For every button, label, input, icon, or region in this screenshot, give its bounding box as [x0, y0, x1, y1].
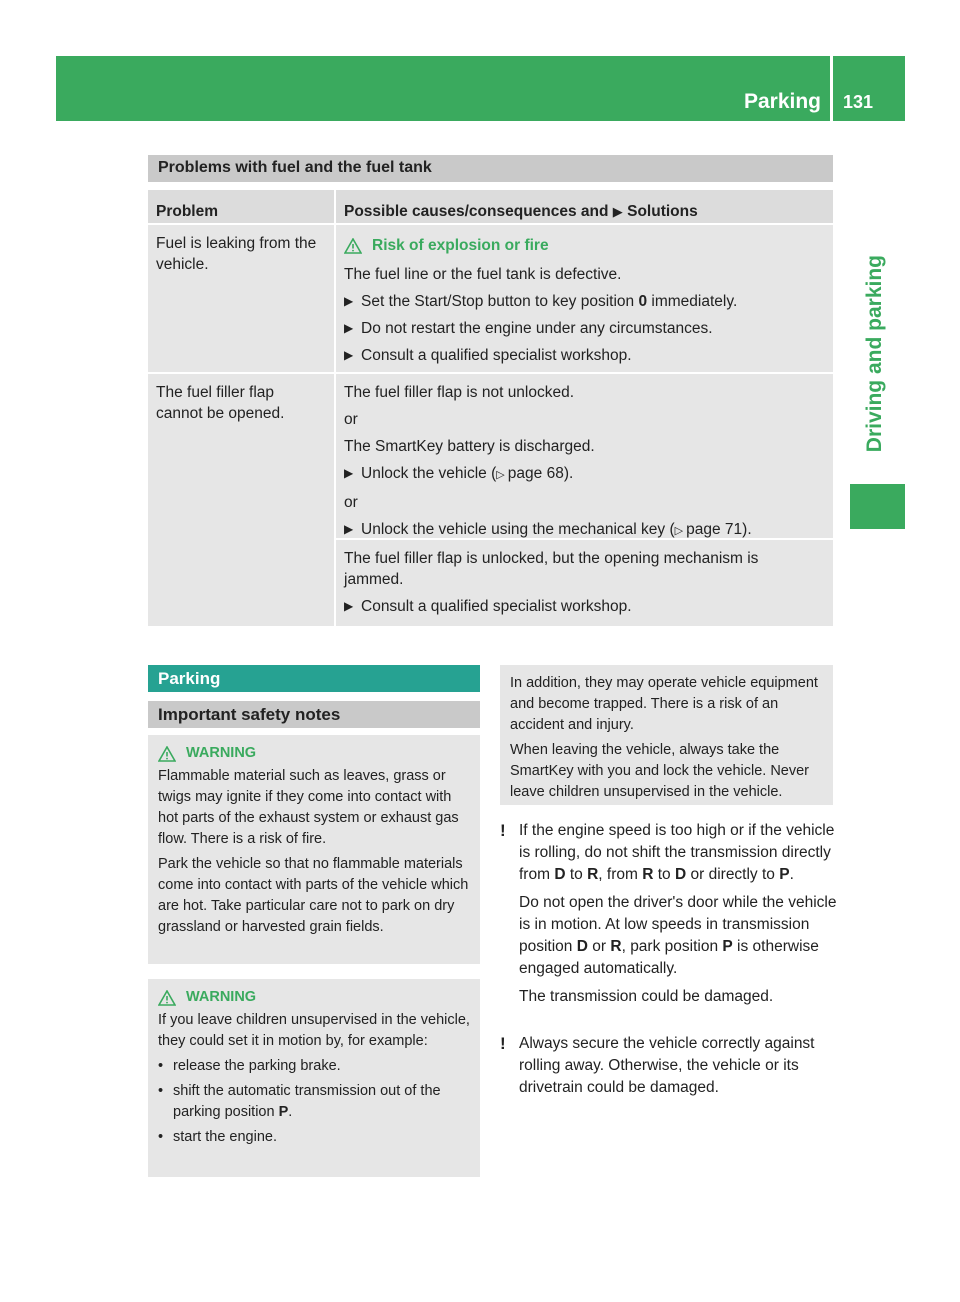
- step-arrow-icon: ▶: [344, 294, 354, 308]
- step-text: Consult a qualified specialist workshop.: [361, 347, 632, 364]
- warning-triangle-icon: [158, 746, 176, 762]
- column-header-problem-label: Problem: [156, 203, 219, 220]
- side-tab: [855, 255, 895, 475]
- bullet-item: [158, 1056, 470, 1077]
- step-text: Consult a qualified specialist workshop.: [361, 598, 632, 615]
- bullet-item: [158, 1127, 470, 1148]
- cause-text: The SmartKey battery is discharged.: [344, 438, 595, 455]
- problem-cell-filler-flap: [148, 374, 334, 626]
- note-row: [500, 1033, 840, 1105]
- instruction-step: [344, 345, 825, 366]
- note-paragraph: Do not open the driver's door while the vehicle is in motion. At low speeds in transmission position D or R, park position P is otherwise engaged automatically.: [519, 894, 837, 977]
- instruction-step: [344, 596, 825, 617]
- column-header-problem: [148, 190, 334, 223]
- solution-cell-fuel-leak: [336, 225, 833, 372]
- note-paragraph: If the engine speed is too high or if the vehicle is rolling, do not shift the transmission directly from D to R, from R to D or directly to P.: [519, 822, 835, 883]
- note-row: [500, 820, 840, 1014]
- bullet-text: release the parking brake.: [173, 1058, 341, 1074]
- bullet-icon: •: [158, 1083, 164, 1099]
- problem-text: The fuel filler flap cannot be opened.: [156, 384, 285, 422]
- step-text: Unlock the vehicle using the mechanical key (: [361, 521, 675, 538]
- cause-text: The fuel line or the fuel tank is defective.: [344, 266, 622, 283]
- warning-heading: [158, 987, 470, 1008]
- cause-text: The fuel filler flap is not unlocked.: [344, 384, 575, 401]
- side-tab-label: Driving and parking: [863, 255, 886, 453]
- table-title: Problems with fuel and the fuel tank: [148, 155, 833, 182]
- instruction-step: [344, 519, 825, 542]
- warning-text: In addition, they may operate vehicle equipment and become trapped. There is a risk of an accident and injury.: [510, 675, 818, 733]
- warning-heading-text: Risk of explosion or fire: [372, 237, 549, 254]
- problem-text: Fuel is leaking from the vehicle.: [156, 235, 317, 273]
- or-text: or: [344, 411, 358, 428]
- warning-triangle-icon: [344, 238, 362, 254]
- warning-text: Flammable material such as leaves, grass or twigs may ignite if they come into contact with hot parts of the exhaust system or exhaust gas flow. There is a risk of fire.: [158, 768, 459, 847]
- warning-text: Park the vehicle so that no flammable materials come into contact with parts of the vehicle which are hot. Take particular care not to park on dry grassland or harvested grain fields.: [158, 856, 469, 935]
- column-header-causes-label: Possible causes/consequences and: [344, 203, 609, 220]
- or-text: or: [344, 494, 358, 511]
- column-header-solutions-label: Solutions: [627, 203, 698, 220]
- step-text: Set the Start/Stop button to key position: [361, 293, 635, 310]
- instruction-step: [344, 318, 825, 339]
- step-text: ).: [742, 521, 752, 538]
- step-text: Unlock the vehicle (: [361, 465, 497, 482]
- step-arrow-icon: ▶: [344, 348, 354, 362]
- note-secure-vehicle: [500, 1033, 840, 1105]
- exclamation-icon: !: [500, 1034, 506, 1053]
- side-tab-marker: [850, 484, 905, 529]
- play-arrow-icon: ▶: [612, 204, 623, 219]
- bullet-item: • shift the automatic transmission out of the parking position P.: [158, 1081, 470, 1123]
- warning-heading: [158, 743, 470, 764]
- page-reference-link[interactable]: page 68: [507, 465, 564, 482]
- key-position: 0: [638, 293, 648, 310]
- header-divider: [830, 56, 833, 121]
- step-text: immediately.: [651, 293, 738, 310]
- warning-label: WARNING: [186, 989, 257, 1005]
- bullet-icon: •: [158, 1129, 164, 1145]
- note-transmission: [500, 820, 840, 1014]
- step-arrow-icon: ▶: [344, 466, 354, 480]
- note-paragraph: Always secure the vehicle correctly against rolling away. Otherwise, the vehicle or its drivetrain could be damaged.: [519, 1035, 815, 1096]
- warning-text: If you leave children unsupervised in the vehicle, they could set it in motion by, for example:: [158, 1012, 470, 1049]
- instruction-step: [344, 291, 825, 312]
- exclamation-icon: !: [500, 821, 506, 840]
- solution-cell-flap-jammed: [336, 540, 833, 626]
- bullet-icon: •: [158, 1058, 164, 1074]
- column-header-solutions: [336, 190, 833, 223]
- page-ref-icon: ▷: [674, 525, 687, 537]
- section-heading-parking: Parking: [148, 665, 480, 692]
- step-arrow-icon: ▶: [344, 522, 354, 536]
- gear-position: P: [278, 1104, 289, 1120]
- note-paragraph: The transmission could be damaged.: [519, 988, 774, 1005]
- solution-cell-flap-not-unlocked: [336, 374, 833, 538]
- page-number: 131: [843, 92, 874, 112]
- subsection-heading-safety-notes: Important safety notes: [148, 701, 480, 728]
- step-arrow-icon: ▶: [344, 321, 354, 335]
- warning-triangle-icon: [158, 990, 176, 1006]
- warning-box-flammable: [148, 735, 480, 964]
- cause-text: The fuel filler flap is unlocked, but the opening mechanism is jammed.: [344, 550, 759, 588]
- step-text: Do not restart the engine under any circumstances.: [361, 320, 713, 337]
- warning-text: When leaving the vehicle, always take the SmartKey with you and lock the vehicle. Never leave children unsupervised in the vehicle.: [510, 742, 809, 800]
- instruction-step: [344, 463, 825, 486]
- note-body: [519, 820, 840, 1014]
- step-arrow-icon: ▶: [344, 599, 354, 613]
- warning-box-continued: [500, 665, 833, 805]
- warning-box-children: [148, 979, 480, 1177]
- warning-label: WARNING: [186, 745, 257, 761]
- step-text: ).: [563, 465, 574, 482]
- page-reference-link[interactable]: page 71: [686, 521, 743, 538]
- bullet-text: start the engine.: [173, 1129, 277, 1145]
- page-ref-icon: ▷: [496, 469, 508, 481]
- warning-heading: [344, 235, 825, 256]
- header-bar: [56, 56, 905, 121]
- header-section-title: Parking: [743, 90, 821, 113]
- bullet-text: shift the automatic transmission out of the parking position: [173, 1083, 441, 1120]
- problem-cell-fuel-leak: [148, 225, 334, 372]
